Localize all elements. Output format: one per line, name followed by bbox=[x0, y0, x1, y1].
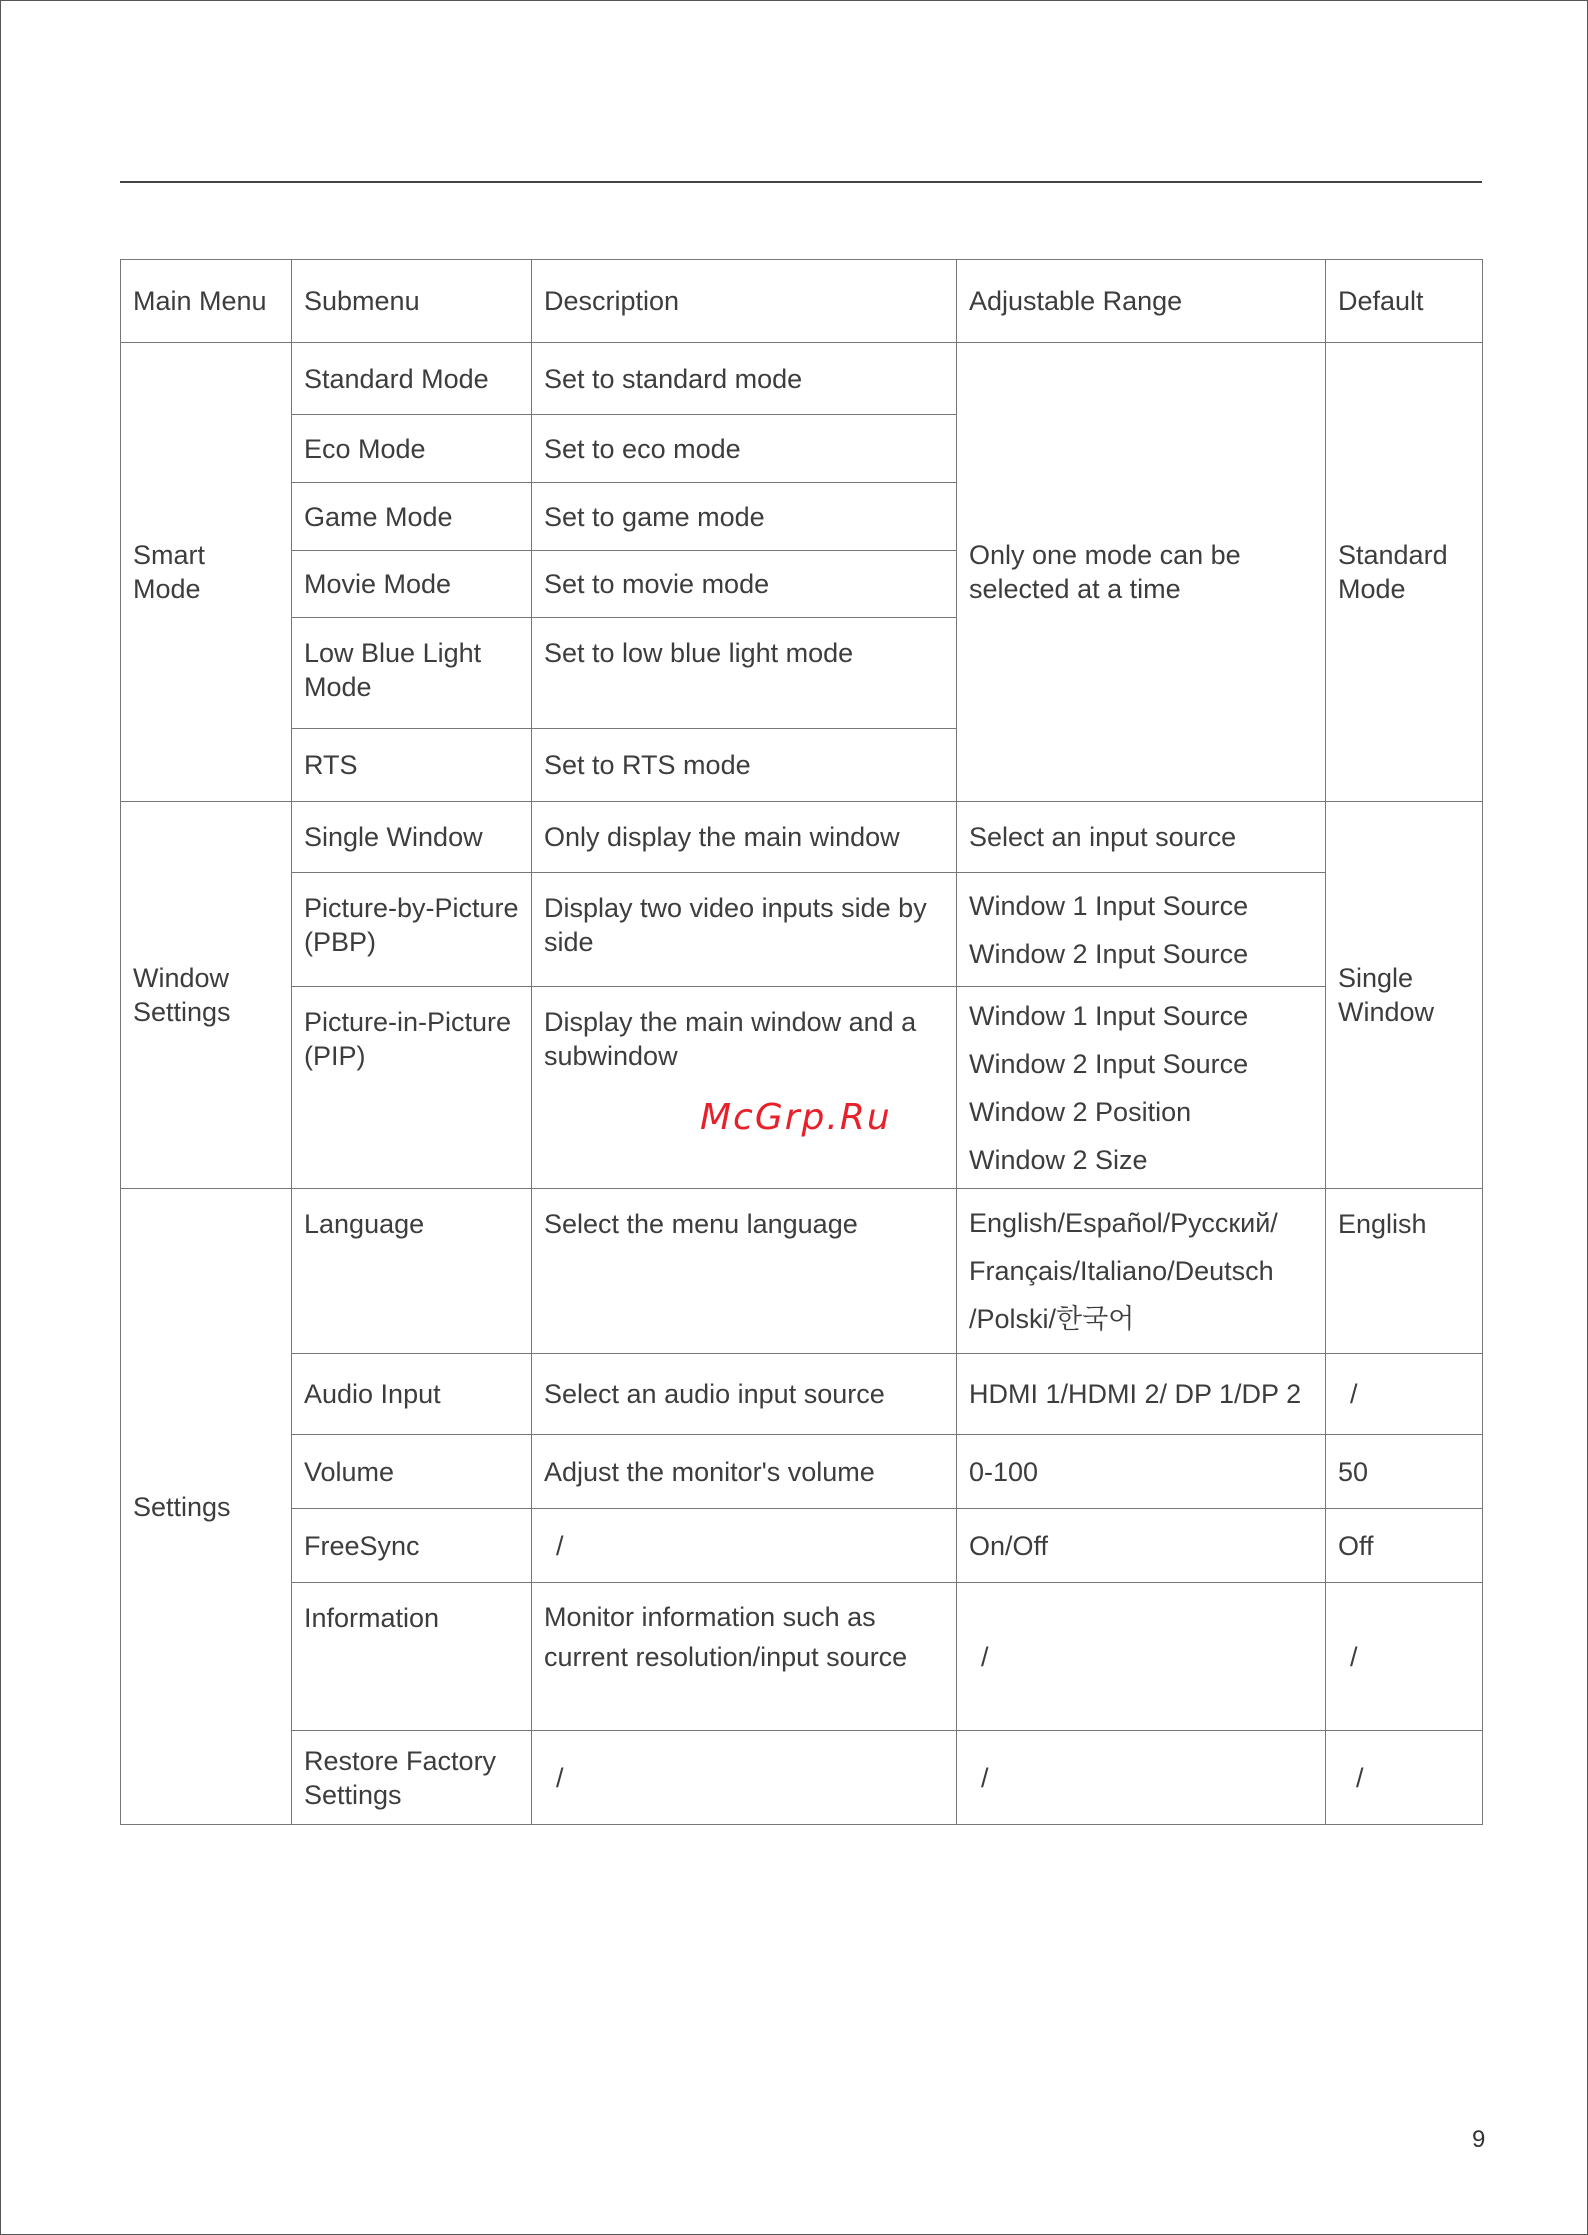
description-cell: / bbox=[532, 1509, 957, 1583]
description-cell: Set to movie mode bbox=[532, 551, 957, 618]
default-cell: / bbox=[1326, 1583, 1483, 1731]
description-cell: Set to RTS mode bbox=[532, 729, 957, 802]
range-cell: HDMI 1/HDMI 2/ DP 1/DP 2 bbox=[957, 1354, 1326, 1435]
default-cell: / bbox=[1326, 1354, 1483, 1435]
table-row bbox=[121, 802, 1483, 873]
range-line: Window 1 Input Source bbox=[969, 890, 1249, 921]
table-header-row bbox=[121, 260, 1483, 343]
description-cell: Set to game mode bbox=[532, 483, 957, 551]
submenu-cell: Language bbox=[292, 1189, 532, 1354]
submenu-cell: Movie Mode bbox=[292, 551, 532, 618]
description-cell: Set to eco mode bbox=[532, 415, 957, 483]
main-menu-cell: Settings bbox=[121, 1189, 292, 1825]
header-cell: Submenu bbox=[292, 260, 532, 343]
table-row bbox=[121, 1731, 1483, 1825]
submenu-cell: FreeSync bbox=[292, 1509, 532, 1583]
submenu-cell: RTS bbox=[292, 729, 532, 802]
submenu-cell: Picture-by-Picture (PBP) bbox=[292, 873, 532, 987]
submenu-cell: Information bbox=[292, 1583, 532, 1731]
description-cell: Only display the main window bbox=[532, 802, 957, 873]
table-row bbox=[121, 873, 1483, 987]
header-rule bbox=[120, 181, 1482, 183]
default-cell: 50 bbox=[1326, 1435, 1483, 1509]
description-cell: Set to standard mode bbox=[532, 343, 957, 415]
table-row bbox=[121, 1189, 1483, 1354]
default-cell: English bbox=[1326, 1189, 1483, 1354]
header-cell: Adjustable Range bbox=[957, 260, 1326, 343]
description-cell: Display the main window and a subwindow bbox=[532, 987, 957, 1189]
range-cell: On/Off bbox=[957, 1509, 1326, 1583]
submenu-cell: Game Mode bbox=[292, 483, 532, 551]
default-cell: / bbox=[1326, 1731, 1483, 1825]
submenu-cell: Volume bbox=[292, 1435, 532, 1509]
range-line: Window 2 Input Source bbox=[969, 938, 1249, 969]
main-menu-cell: Window Settings bbox=[121, 802, 292, 1189]
range-cell: / bbox=[957, 1583, 1326, 1731]
range-cell bbox=[957, 987, 1326, 1189]
submenu-cell: Low Blue Light Mode bbox=[292, 618, 532, 729]
default-cell: Off bbox=[1326, 1509, 1483, 1583]
submenu-cell: Eco Mode bbox=[292, 415, 532, 483]
range-line: Window 2 Input Source bbox=[969, 1048, 1249, 1079]
range-cell: / bbox=[957, 1731, 1326, 1825]
range-line: Select an input source bbox=[969, 822, 1237, 852]
submenu-cell: Audio Input bbox=[292, 1354, 532, 1435]
range-line: Français/Italiano/Deutsch bbox=[969, 1256, 1274, 1286]
table-row bbox=[121, 1354, 1483, 1435]
description-cell: Select the menu language bbox=[532, 1189, 957, 1354]
page-number: 9 bbox=[1472, 2126, 1486, 2153]
default-cell: Standard Mode bbox=[1326, 343, 1483, 802]
submenu-cell: Picture-in-Picture (PIP) bbox=[292, 987, 532, 1189]
description-cell: Display two video inputs side by side bbox=[532, 873, 957, 987]
watermark: McGrp.Ru bbox=[700, 1097, 892, 1138]
range-line: /Polski/한국어 bbox=[969, 1304, 1135, 1334]
range-cell: 0-100 bbox=[957, 1435, 1326, 1509]
range-cell: Only one mode can be selected at a time bbox=[957, 343, 1326, 802]
table-row bbox=[121, 987, 1483, 1189]
table-row bbox=[121, 1435, 1483, 1509]
table-row bbox=[121, 1583, 1483, 1731]
header-cell: Main Menu bbox=[121, 260, 292, 343]
description-cell: Adjust the monitor's volume bbox=[532, 1435, 957, 1509]
range-cell bbox=[957, 802, 1326, 873]
range-line: English/Español/Русский/ bbox=[969, 1208, 1278, 1238]
description-cell: / bbox=[532, 1731, 957, 1825]
default-cell: Single Window bbox=[1326, 802, 1483, 1189]
table-row bbox=[121, 1509, 1483, 1583]
range-line: Window 2 Position bbox=[969, 1096, 1192, 1127]
osd-menu-table bbox=[120, 259, 1483, 1825]
range-line: Window 1 Input Source bbox=[969, 1000, 1249, 1031]
submenu-cell: Restore Factory Settings bbox=[292, 1731, 532, 1825]
header-cell: Description bbox=[532, 260, 957, 343]
range-cell bbox=[957, 873, 1326, 987]
range-cell bbox=[957, 1189, 1326, 1354]
description-cell: Set to low blue light mode bbox=[532, 618, 957, 729]
description-cell: Select an audio input source bbox=[532, 1354, 957, 1435]
submenu-cell: Standard Mode bbox=[292, 343, 532, 415]
submenu-cell: Single Window bbox=[292, 802, 532, 873]
header-cell: Default bbox=[1326, 260, 1483, 343]
description-cell: Monitor information such as current resolution/input source bbox=[532, 1583, 957, 1731]
range-line: Window 2 Size bbox=[969, 1144, 1148, 1175]
table-row bbox=[121, 343, 1483, 415]
main-menu-cell: Smart Mode bbox=[121, 343, 292, 802]
